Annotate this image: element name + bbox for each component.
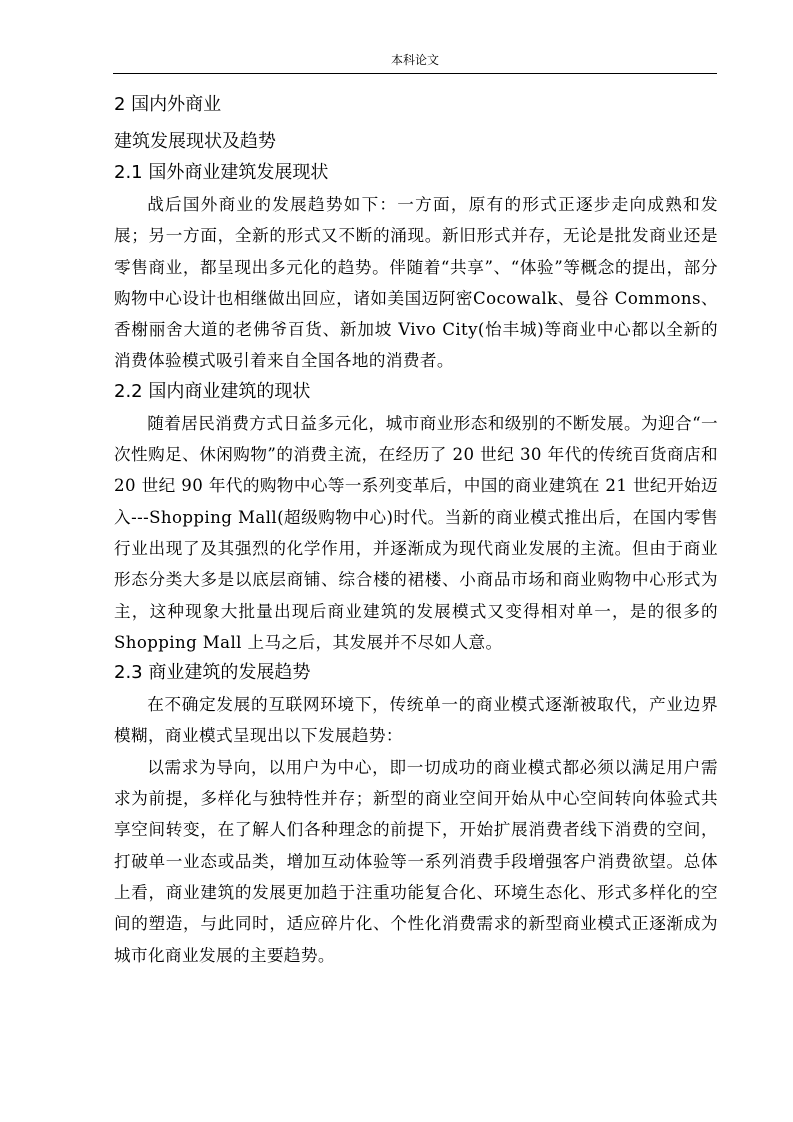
section-heading-2-3: 2.3 商业建筑的发展趋势 [114, 662, 311, 684]
section-heading-2-1: 2.1 国外商业建筑发展现状 [114, 162, 329, 183]
page-content [114, 93, 718, 971]
section-2-3-paragraph-1: 在不确定发展的互联网环境下，传统单一的商业模式逐渐被取代，产业边界模糊，商业模式呈现出以下发展趋势： [114, 695, 718, 746]
section-2-1-paragraph: 战后国外商业的发展趋势如下：一方面，原有的形式正逐步走向成熟和发展；另一方面，全新的形式又不断的涌现。新旧形式并存，无论是批发商业还是零售商业，都呈现出多元化的趋势。伴随着“共享”、“体验”等概念的提出，部分购物中心设计也相继做出回应，诸如美国迈阿密Cocowalk、曼谷 Commons、香榭丽舍大道的老佛爷百货、新加坡 Vivo City(怡丰城)等商业中心都以全新的消费体验模式吸引着来自全国各地的消费者。 [114, 195, 718, 371]
section-heading-2-2: 2.2 国内商业建筑的现状 [114, 380, 311, 402]
section-2-2-paragraph: 随着居民消费方式日益多元化，城市商业形态和级别的不断发展。为迎合“一次性购足、休闲购物”的消费主流，在经历了 20 世纪 30 年代的传统百货商店和 20 世纪 90 年代的购物中心等一系列变革后，中国的商业建筑在 21 世纪开始迈入---Shopping Mall(超级购物中心)时代。当新的商业模式推出后，在国内零售行业出现了及其强烈的化学作用，并逐渐成为现代商业发展的主流。但由于商业形态分类大多是以底层商铺、综合楼的裙楼、小商品市场和商业购物中心形式为主，这种现象大批量出现后商业建筑的发展模式又变得相对单一，是的很多的 Shopping Mall 上马之后，其发展并不尽如人意。 [114, 413, 718, 652]
chapter-title-line-2: 建筑发展现状及趋势 [114, 131, 276, 152]
section-2-3-paragraph-2: 以需求为导向，以用户为中心，即一切成功的商业模式都必须以满足用户需求为前提，多样化与独特性并存；新型的商业空间开始从中心空间转向体验式共享空间转变，在了解人们各种理念的前提下，开始扩展消费者线下消费的空间，打破单一业态或品类，增加互动体验等一系列消费手段增强客户消费欲望。总体上看，商业建筑的发展更加趋于注重功能复合化、环境生态化、形式多样化的空间的塑造，与此同时，适应碎片化、个性化消费需求的新型商业模式正逐渐成为城市化商业发展的主要趋势。 [114, 757, 718, 965]
header-divider [113, 73, 717, 74]
chapter-title-line-1: 2 国内外商业 [114, 94, 222, 115]
running-header: 本科论文 [390, 53, 439, 67]
